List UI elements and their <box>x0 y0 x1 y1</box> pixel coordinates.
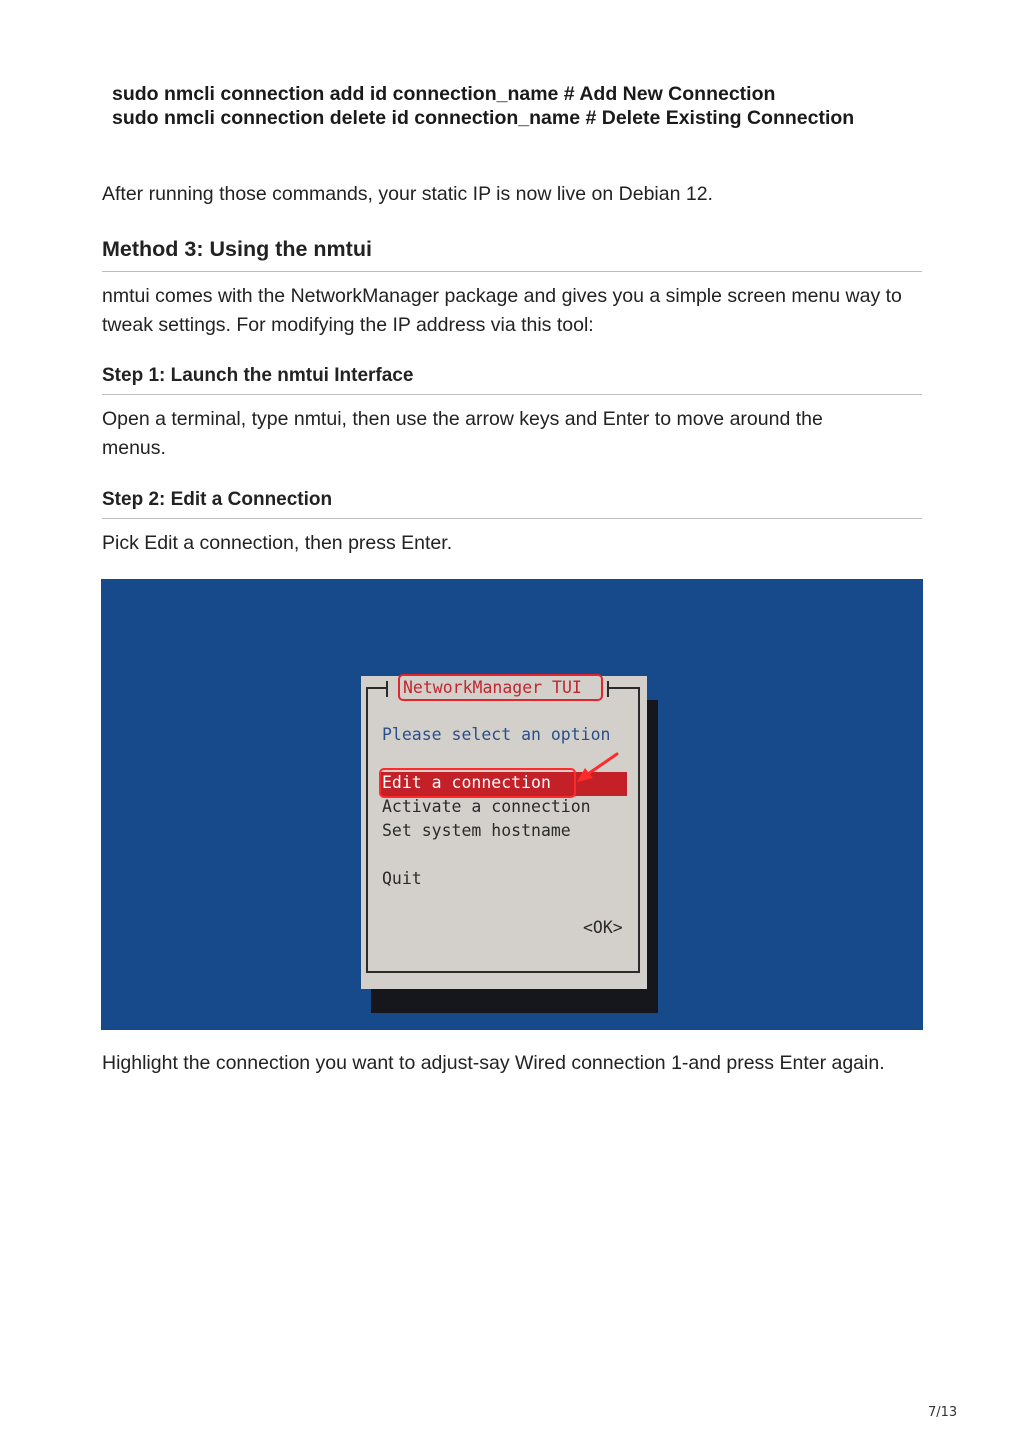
dialog-prompt: Please select an option <box>382 725 611 744</box>
nmtui-dialog <box>361 676 647 989</box>
ok-button[interactable]: <OK> <box>583 918 623 937</box>
code-line-add: sudo nmcli connection add id connection_name # Add New Connection <box>112 83 776 105</box>
intro-paragraph: After running those commands, your static IP is now live on Debian 12. <box>102 183 713 205</box>
step2-heading: Step 2: Edit a Connection <box>102 488 922 519</box>
code-block <box>112 82 854 130</box>
option-activate-connection[interactable]: Activate a connection <box>382 797 591 816</box>
after-screenshot-paragraph: Highlight the connection you want to adjust-say Wired connection 1-and press Enter again. <box>102 1052 885 1074</box>
method3-description: nmtui comes with the NetworkManager package and gives you a simple screen menu way to tweak settings. For modifying the IP address via this tool: <box>102 285 902 336</box>
option-edit-connection[interactable]: Edit a connection <box>382 773 551 792</box>
title-tick-left <box>386 681 388 697</box>
selection-annotation-box <box>379 768 576 798</box>
step1-body: Open a terminal, type nmtui, then use the arrow keys and Enter to move around the menus. <box>102 408 823 459</box>
method3-heading: Method 3: Using the nmtui <box>102 236 922 272</box>
step2-body: Pick Edit a connection, then press Enter. <box>102 532 453 554</box>
option-set-hostname[interactable]: Set system hostname <box>382 821 571 840</box>
nmtui-screenshot <box>101 579 923 1030</box>
title-annotation-box <box>398 674 603 701</box>
option-quit[interactable]: Quit <box>382 869 422 888</box>
step1-heading: Step 1: Launch the nmtui Interface <box>102 364 922 395</box>
code-line-delete: sudo nmcli connection delete id connection_name # Delete Existing Connection <box>112 107 855 129</box>
dialog-title: NetworkManager TUI <box>403 678 582 697</box>
page-number: 7/13 <box>928 1405 958 1420</box>
title-tick-right <box>607 681 609 697</box>
annotation-arrow-icon <box>571 746 621 786</box>
